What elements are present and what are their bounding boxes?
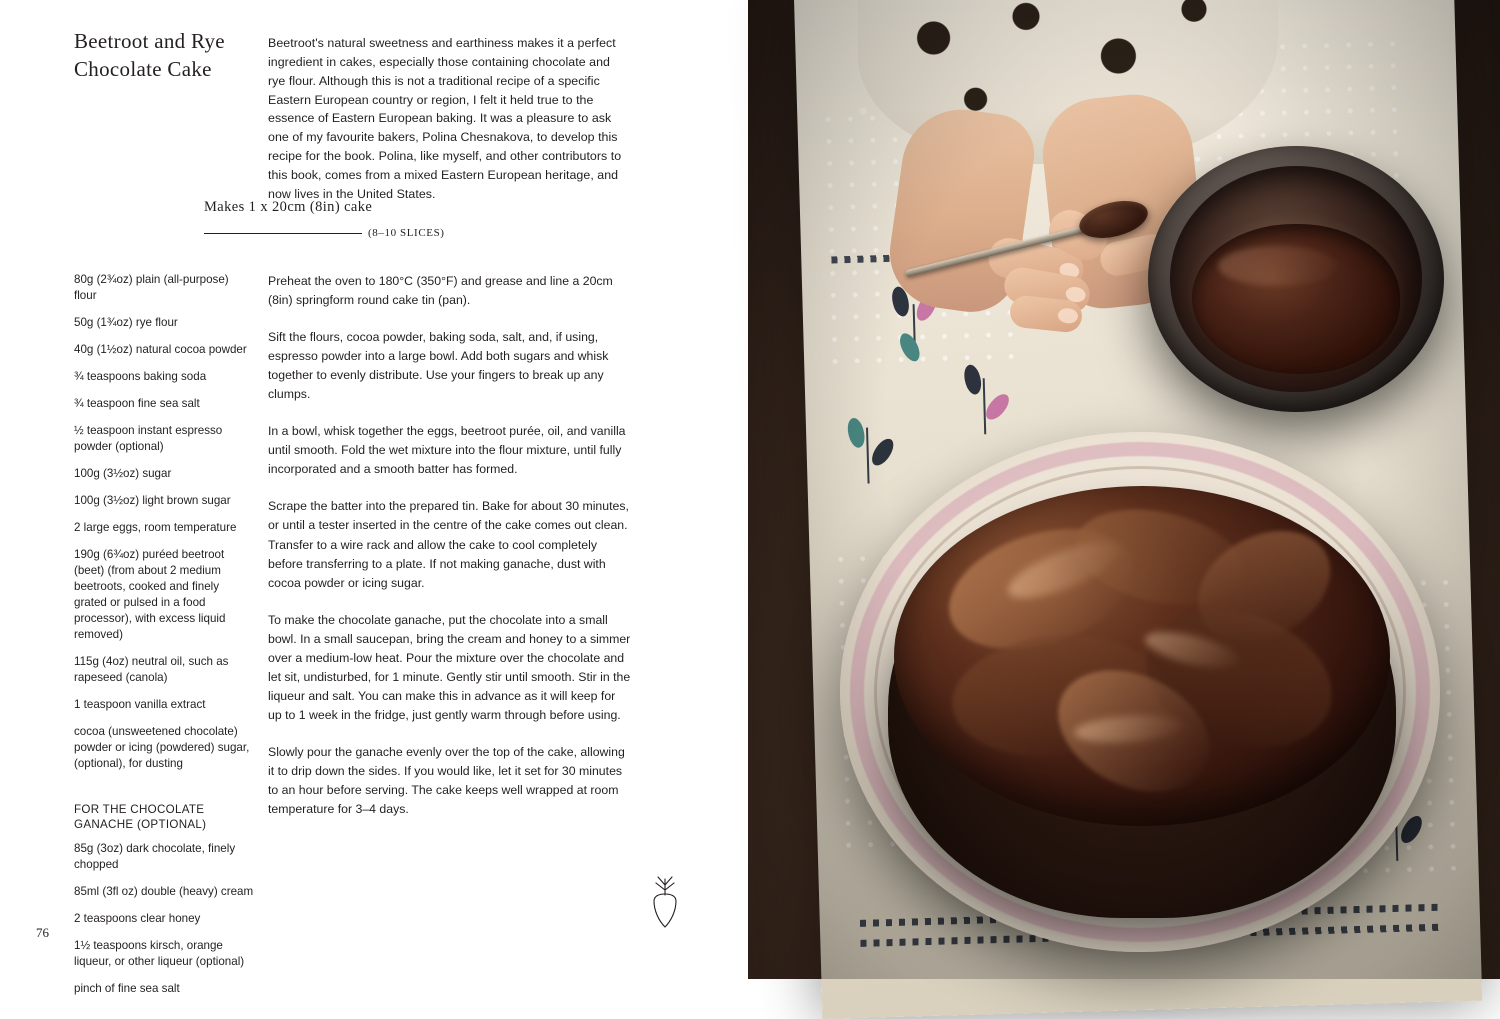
ganache-bowl [1148,146,1444,412]
page-title: Beetroot and Rye Chocolate Cake [74,29,225,81]
slices-label: (8–10 SLICES) [368,227,445,239]
list-item: 1 teaspoon vanilla extract [74,697,206,711]
beetroot-icon [645,875,685,931]
list-item: 2 teaspoons clear honey [74,911,201,925]
method-step: Scrape the batter into the prepared tin. Bake for about 30 minutes, or until a tester inserted in the centre of the cake comes out clean. Transfer to a wire rack and allow the cake to cool completely before transferring to a plate. If not making ganache, dust with cocoa powder or icing sugar. [268,499,629,590]
ingredients-list [74,272,254,772]
list-item: ¾ teaspoons baking soda [74,369,207,383]
ganache-subheading: FOR THE CHOCOLATE GANACHE (OPTIONAL) [74,802,207,831]
recipe-intro: Beetroot's natural sweetness and earthiness makes it a perfect ingredient in cakes, especially those containing chocolate and rye flour. Although this is not a traditional recipe of a specific Eastern European country or region, I felt it held true to the essence of Eastern European baking. It was a pleasure to ask one of my favourite bakers, Polina Chesnakova, to develop this recipe for the book. Polina, like myself, and other contributors to this book, comes from a mixed Eastern European heritage, and now lives in the United States. [268,36,622,201]
page-number: 76 [36,925,49,940]
method-step: Slowly pour the ganache evenly over the top of the cake, allowing it to drip down the sides. If you would like, let it set for 30 minutes to an hour before serving. The cake keeps well wrapped at room temperature for 3–4 days. [268,744,625,817]
list-item: 85g (3oz) dark chocolate, finely chopped [74,841,236,871]
list-item: 80g (2¾oz) plain (all-purpose) flour [74,273,229,302]
method-step: Sift the flours, cocoa powder, baking soda, salt, and, if using, espresso powder into a large bowl. Add both sugars and whisk together to evenly distribute. Use your fingers to break up any clumps. [268,330,609,402]
list-item: 115g (4oz) neutral oil, such as rapeseed (canola) [74,654,229,684]
list-item: 50g (1¾oz) rye flour [74,315,178,329]
yield-rule [204,233,362,234]
ingredients-column [74,272,254,1008]
method-step: Preheat the oven to 180°C (350°F) and grease and line a 20cm (8in) springform round cake tin (pan). [268,274,613,308]
list-item: 190g (6¾oz) puréed beetroot (beet) (from about 2 medium beetroots, cooked and finely grated or pulsed in a food processor), with excess liquid removed) [74,547,226,641]
method-step: In a bowl, whisk together the eggs, beetroot purée, oil, and vanilla until smooth. Fold the wet mixture into the flour mixture, until fully incorporated and a smooth batter has formed. [268,424,626,477]
ganache-gloss [1218,246,1338,286]
recipe-text-page [0,0,748,995]
list-item: ¾ teaspoon fine sea salt [74,396,200,410]
yield-block [204,199,454,217]
method-step: To make the chocolate ganache, put the chocolate into a small bowl. In a small saucepan, bring the cream and honey to a simmer over a medium-low heat. Pour the mixture over the chocolate and let sit, undisturbed, for 1 minute. Gently stir until smooth. Stir in the liqueur and salt. You can make this in advance as it will keep for up to 1 week in the fridge, just gently warm through before using. [268,612,631,722]
list-item: pinch of fine sea salt [74,981,180,995]
list-item: 100g (3½oz) light brown sugar [74,493,231,507]
list-item: 85ml (3fl oz) double (heavy) cream [74,884,254,898]
list-item: 2 large eggs, room temperature [74,520,237,534]
list-item: 100g (3½oz) sugar [74,466,172,480]
ganache-ingredients-list [74,841,254,997]
list-item: ½ teaspoon instant espresso powder (optional) [74,423,223,453]
recipe-photograph [748,0,1500,979]
list-item: cocoa (unsweetened chocolate) powder or icing (powdered) sugar, (optional), for dusting [74,724,250,770]
yield-label: Makes 1 x 20cm (8in) cake [204,199,373,215]
ganache-frosting [894,486,1390,826]
list-item: 40g (1½oz) natural cocoa powder [74,342,247,356]
list-item: 1½ teaspoons kirsch, orange liqueur, or other liqueur (optional) [74,938,245,968]
method-column [268,272,632,837]
